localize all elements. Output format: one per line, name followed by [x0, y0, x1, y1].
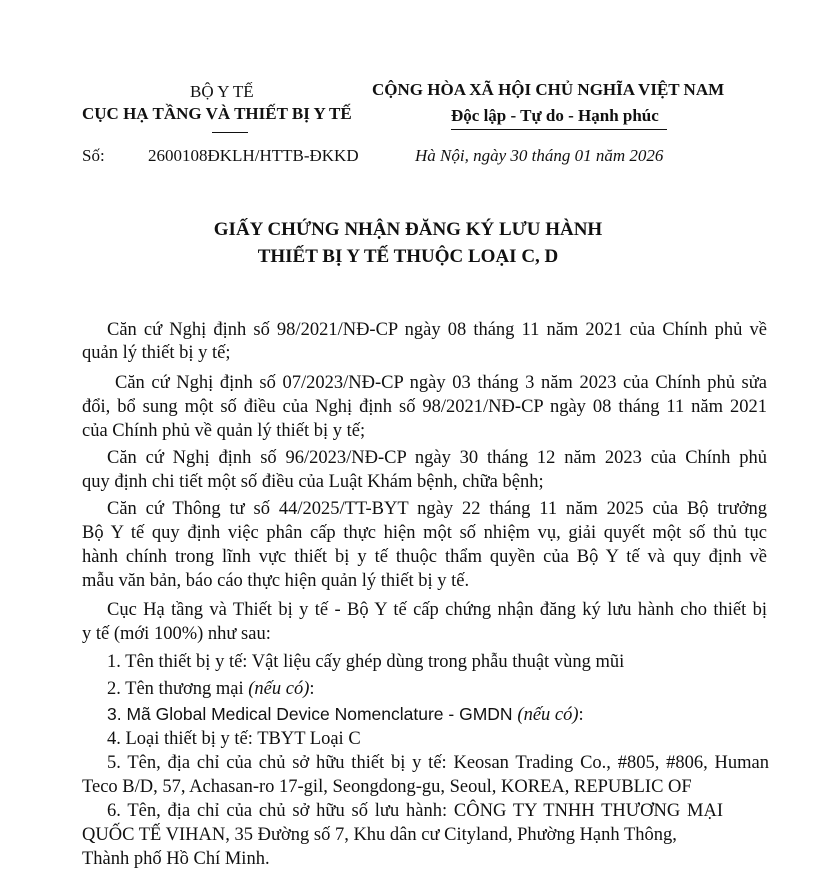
- motto-underline: [451, 129, 667, 130]
- item-6-holder-line1: 6. Tên, địa chỉ của chủ sở hữu số lưu hành: CÔNG TY TNHH THƯƠNG MẠI: [107, 801, 723, 821]
- document-number-label: Số:: [82, 146, 105, 165]
- item-6-holder-line3: Thành phố Hồ Chí Minh.: [82, 849, 270, 869]
- preamble-2-line2: đổi, bổ sung một số điều của Nghị định số 98/2021/NĐ-CP ngày 08 tháng 11 năm 2021: [82, 397, 767, 417]
- department-underline: [212, 132, 248, 133]
- item-2-trade-name: 2. Tên thương mại (nếu có):: [107, 679, 315, 699]
- republic-name: CỘNG HÒA XÃ HỘI CHỦ NGHĨA VIỆT NAM: [372, 80, 725, 99]
- preamble-5-line1: Cục Hạ tầng và Thiết bị y tế - Bộ Y tế cấp chứng nhận đăng ký lưu hành cho thiết bị: [107, 600, 767, 620]
- item-1-device-name: 1. Tên thiết bị y tế: Vật liệu cấy ghép dùng trong phẫu thuật vùng mũi: [107, 652, 625, 672]
- preamble-2-line3: của Chính phủ về quản lý thiết bị y tế;: [82, 421, 366, 441]
- item-3-gmdn: 3. Mã Global Medical Device Nomenclature - GMDN (nếu có):: [107, 704, 584, 725]
- preamble-3-line1: Căn cứ Nghị định số 96/2023/NĐ-CP ngày 30 tháng 12 năm 2023 của Chính phủ: [107, 448, 767, 468]
- ministry-name: BỘ Y TẾ: [190, 82, 254, 101]
- preamble-4-line2: Bộ Y tế quy định việc phân cấp thực hiện một số nhiệm vụ, giải quyết một số thủ tục: [82, 523, 767, 543]
- document-number: 2600108ĐKLH/HTTB-ĐKKD: [148, 146, 359, 165]
- preamble-5-line2: y tế (mới 100%) như sau:: [82, 624, 271, 644]
- preamble-1-line1: Căn cứ Nghị định số 98/2021/NĐ-CP ngày 08 tháng 11 năm 2021 của Chính phủ về: [107, 320, 767, 340]
- preamble-4-line1: Căn cứ Thông tư số 44/2025/TT-BYT ngày 22 tháng 11 năm 2025 của Bộ trưởng: [107, 499, 767, 519]
- preamble-4-line4: mẫu văn bản, báo cáo thực hiện quản lý thiết bị y tế.: [82, 571, 470, 591]
- preamble-2-line1: Căn cứ Nghị định số 07/2023/NĐ-CP ngày 03 tháng 3 năm 2023 của Chính phủ sửa: [115, 373, 767, 393]
- preamble-1-line2: quản lý thiết bị y tế;: [82, 343, 231, 363]
- place-date: Hà Nội, ngày 30 tháng 01 năm 2026: [415, 146, 664, 165]
- item-5-owner-line1: 5. Tên, địa chỉ của chủ sở hữu thiết bị y tế: Keosan Trading Co., #805, #806, Human: [107, 753, 769, 773]
- item-5-owner-line2: Teco B/D, 57, Achasan-ro 17-gil, Seongdong-gu, Seoul, KOREA, REPUBLIC OF: [82, 777, 692, 797]
- preamble-4-line3: hành chính trong lĩnh vực thiết bị y tế thuộc thẩm quyền của Bộ Y tế và quy định về: [82, 547, 767, 567]
- item-4-device-class: 4. Loại thiết bị y tế: TBYT Loại C: [107, 729, 361, 749]
- department-name: CỤC HẠ TẦNG VÀ THIẾT BỊ Y TẾ: [82, 104, 352, 123]
- certificate-title-line1: GIẤY CHỨNG NHẬN ĐĂNG KÝ LƯU HÀNH: [213, 219, 603, 240]
- item-6-holder-line2: QUỐC TẾ VIHAN, 35 Đường số 7, Khu dân cư Cityland, Phường Hạnh Thông,: [82, 825, 677, 845]
- certificate-title-line2: THIẾT BỊ Y TẾ THUỘC LOẠI C, D: [257, 246, 559, 267]
- national-motto: Độc lập - Tự do - Hạnh phúc: [451, 106, 659, 125]
- preamble-3-line2: quy định chi tiết một số điều của Luật Khám bệnh, chữa bệnh;: [82, 472, 544, 492]
